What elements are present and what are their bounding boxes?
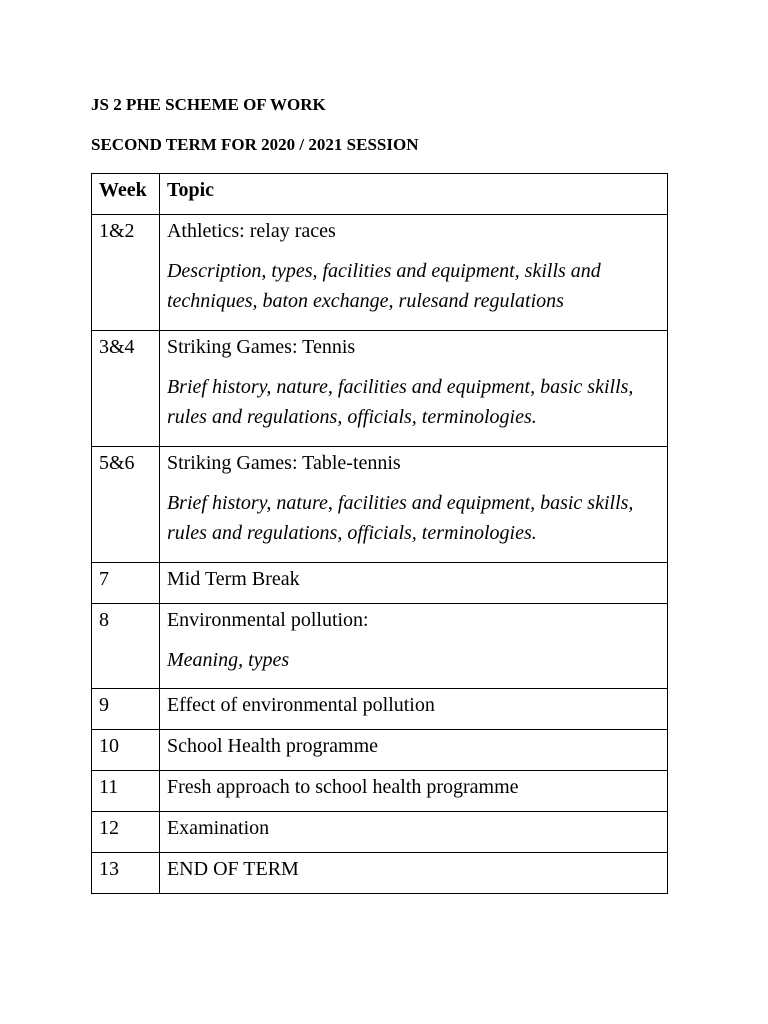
topic-cell	[159, 812, 667, 853]
table-row	[92, 771, 668, 812]
topic-cell	[159, 771, 667, 812]
week-cell: 12	[92, 812, 160, 853]
topic-title: Mid Term Break	[166, 568, 300, 590]
week-cell: 3&4	[92, 331, 160, 447]
table-row	[92, 215, 668, 331]
week-cell: 1&2	[92, 215, 160, 331]
topic-cell	[159, 563, 667, 604]
week-cell: 5&6	[92, 447, 160, 563]
week-cell: 13	[92, 853, 160, 894]
topic-title: Environmental pollution:	[166, 609, 369, 631]
document-title: JS 2 PHE SCHEME OF WORK	[91, 95, 326, 114]
week-cell: 7	[92, 563, 160, 604]
table-row	[92, 689, 668, 730]
table-header-row	[92, 174, 668, 215]
topic-title: Examination	[166, 817, 270, 839]
table-row	[92, 447, 668, 563]
topic-cell	[159, 447, 667, 563]
topic-details: Meaning, types	[166, 649, 290, 671]
table-row	[92, 730, 668, 771]
document-subtitle: SECOND TERM FOR 2020 / 2021 SESSION	[91, 135, 419, 154]
topic-title: Striking Games: Table-tennis	[166, 452, 401, 474]
table-row	[92, 331, 668, 447]
scheme-of-work-table	[91, 173, 668, 894]
topic-title: Athletics: relay races	[166, 220, 336, 242]
topic-title: Striking Games: Tennis	[166, 336, 356, 358]
table-row	[92, 853, 668, 894]
topic-title: School Health programme	[166, 735, 379, 757]
table-row	[92, 604, 668, 689]
topic-cell	[159, 215, 667, 331]
table-row	[92, 563, 668, 604]
topic-details: Brief history, nature, facilities and equipment, basic skills, rules and regulations, officials, terminologies.	[166, 492, 634, 544]
topic-cell	[159, 689, 667, 730]
week-cell: 9	[92, 689, 160, 730]
topic-title: END OF TERM	[166, 858, 299, 880]
topic-title: Effect of environmental pollution	[166, 694, 435, 716]
header-topic: Topic	[159, 174, 667, 215]
topic-cell	[159, 331, 667, 447]
header-week: Week	[92, 174, 160, 215]
topic-details: Brief history, nature, facilities and equipment, basic skills, rules and regulations, officials, terminologies.	[166, 376, 634, 428]
topic-details: Description, types, facilities and equipment, skills and techniques, baton exchange, rulesand regulations	[166, 260, 601, 312]
topic-cell	[159, 604, 667, 689]
table-row	[92, 812, 668, 853]
topic-cell	[159, 730, 667, 771]
topic-cell	[159, 853, 667, 894]
week-cell: 11	[92, 771, 160, 812]
week-cell: 8	[92, 604, 160, 689]
topic-title: Fresh approach to school health programme	[166, 776, 519, 798]
week-cell: 10	[92, 730, 160, 771]
